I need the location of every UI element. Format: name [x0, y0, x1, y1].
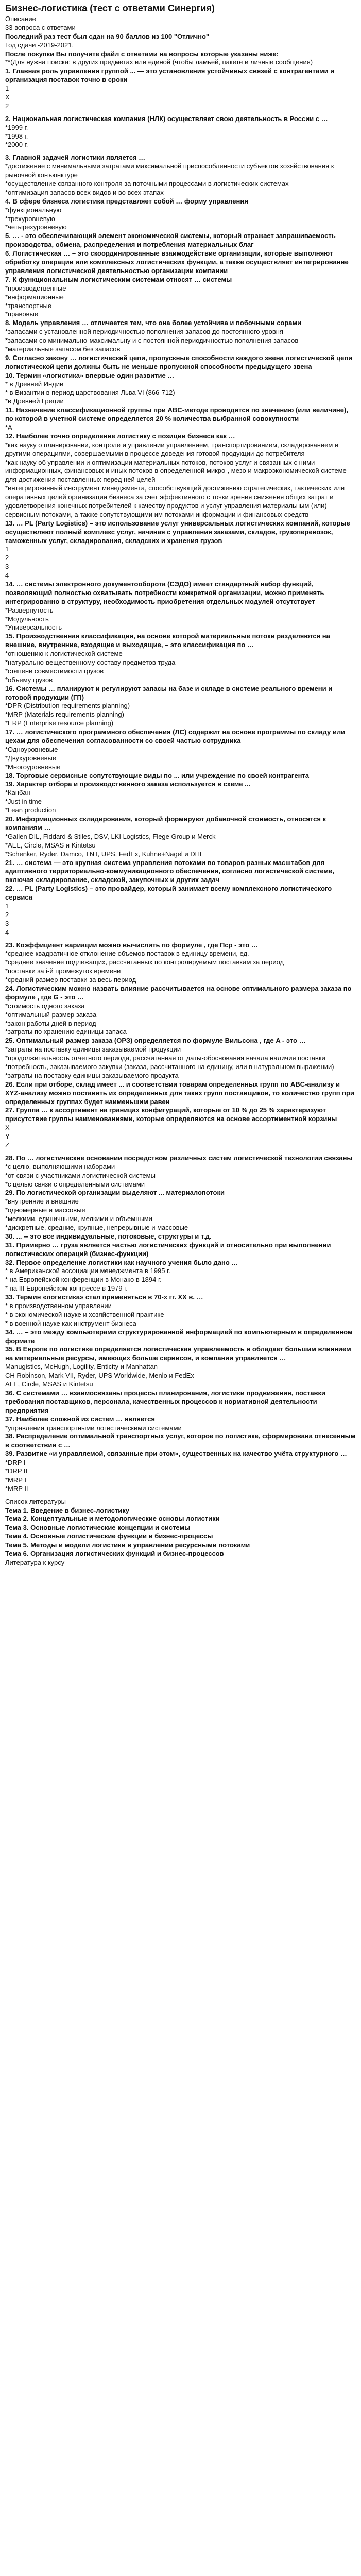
text-line: *внутренние и внешние	[5, 1197, 79, 1206]
text-line: *в Древней Греции	[5, 397, 64, 405]
text-line: *затраты на поставку единицы заказываемой продукции	[5, 1045, 181, 1054]
question-text: 8. Модель управления … отличается тем, что она более устойчива и побочными сорами	[5, 319, 302, 327]
text-line: CH Robinson, Mark VII, Ryder, UPS Worldwide, Menlo и FedEx	[5, 1371, 194, 1380]
text-line: *AEL, Circle, MSAS и Kintetsu	[5, 841, 96, 849]
question-text: 4. В сфере бизнеса логистика представляет собой … форму управления	[5, 197, 248, 205]
text-line: *Одноуровневые	[5, 745, 58, 753]
question-text: 34. … – это между компьютерами структурированной информацией по компьютерным в определенном формате	[5, 1328, 355, 1345]
text-line: *запасами со минимально-максимальну и с постоянной периодичностью пополнения запасов	[5, 336, 299, 345]
text-line: * в военной науке как инструмент бизнеса	[5, 1319, 136, 1327]
text-line: *ERP (Enterprise resource planning)	[5, 719, 114, 727]
text-line: *дискретные, средние, крупные, непрерывные и массовые	[5, 1224, 188, 1232]
text-line: *1999 г.	[5, 123, 28, 131]
question-text: 22. … PL (Party Logistics) – это провайдер, который занимает всему комплексного логистического сервиса	[5, 885, 334, 902]
question-text: 20. Информационных складирования, который формируют добавочной стоимость, относятся к компаниям …	[5, 815, 328, 832]
question-text: 35. В Европе по логистике определяется логистическая управлеемость и обладает большим влиянием на материальные ресурсы, имеющих больше сервисов, и компании управляется …	[5, 1345, 353, 1362]
text-line: *Just in time	[5, 798, 42, 806]
text-line: *потребность, заказываемого закупки (заказа, рассчитанного на единицу, или в натуральном выражении)	[5, 1062, 334, 1071]
text-line: *как науку о планировании, контроле и управлении управлением, транспортированием, складированием и другими операциями, совершаемыми в процессе доведения готовой продукции до потребителя	[5, 440, 340, 457]
text-line: *достижение с минимальными затратами максимальной приспособленности субъектов хозяйствования к рыночной конъюнктуре	[5, 162, 336, 179]
text-line: * в производственном управлении	[5, 1302, 112, 1310]
text-line: *закон работы дней в период	[5, 1019, 96, 1027]
question-text: 36. С системами … взаимосвязаны процессы планирования, логистики продвижения, поставки требования поставщиков, персонала, качественных процессов к нормативной деятельности предприятия	[5, 1388, 328, 1414]
text-line: 3	[5, 563, 9, 571]
question-text: 38. Распределение оптимальной транспортных услуг, которое по логистике, сформирована отнесенным в соответствии с …	[5, 1432, 357, 1449]
question-text: Тема 4. Основные логистические функции и бизнес-процессы	[5, 1532, 213, 1540]
text-line: *продолжительность отчетного периода, рассчитанная от даты-обоснования начала наличия поставки	[5, 1054, 325, 1062]
text-line: *управления транспортными логистическими системами	[5, 1423, 182, 1432]
text-line: 33 вопроса с ответами	[5, 23, 76, 31]
question-text: Тема 1. Введение в бизнес-логистику	[5, 1506, 130, 1514]
text-line: AEL, Circle, MSAS и Kintetsu	[5, 1380, 93, 1388]
question-text: После покупки Вы получите файл с ответами на вопросы которые указаны ниже:	[5, 49, 279, 58]
question-text: 21. … система — это крупная система управления потоками во товаров разных масштабов для адаптивного территориально-коммуникационного обеспечения, согласно логистической системе, включая складирование, складской, закупочных и других задач	[5, 858, 336, 884]
question-text: 26. Если при отборе, склад имеет ... и соответствии товарам определенных групп по ABC-анализу и XYZ-анализу можно поставить их определенных для таких групп поставщиков, то количество групп при определенных группах будет наименьшим равен	[5, 1080, 356, 1106]
text-line: *DPR (Distribution requirements planning)	[5, 702, 130, 710]
text-line: *оптимальный размер заказа	[5, 1010, 97, 1019]
text-line: *Канбан	[5, 789, 30, 797]
text-line: Список литературы	[5, 1497, 66, 1505]
question-text: 32. Первое определение логистики как научного учения было дано …	[5, 1258, 238, 1266]
text-line: *транспортные	[5, 301, 52, 310]
text-line: *Универсальность	[5, 623, 62, 632]
blank-line	[5, 1494, 356, 1498]
text-line: *информационные	[5, 293, 64, 301]
text-line: *с целью связи с определенными системами	[5, 1180, 145, 1188]
text-line: *стоимость одного заказа	[5, 1002, 85, 1010]
text-line: Z	[5, 1141, 9, 1149]
text-line: *мелкими, единичными, мелкими и объемными	[5, 1215, 152, 1223]
question-text: Тема 5. Методы и модели логистики в управлении ресурсными потоками	[5, 1541, 250, 1549]
text-line: *DRP II	[5, 1467, 28, 1475]
text-line: *оптимизация запасов всех видов и во всех этапах	[5, 188, 164, 196]
text-line: 3	[5, 919, 9, 927]
text-line: X	[5, 1124, 10, 1132]
text-line: *как науку об управлении и оптимизации материальных потоков, потоков услуг и связанных с ними информационных, финансовых и иных потоков в определенной микро-, мезо и макроэкономической системе для достижения поставленных перед ней целей	[5, 458, 349, 484]
text-line: *Развернутость	[5, 606, 54, 614]
text-line: *MRP II	[5, 1484, 28, 1493]
text-line: 2	[5, 554, 9, 562]
text-line: *Двухуровневые	[5, 754, 57, 762]
text-line: *среднее значение подлежащих, рассчитанных по контролируемым поставкам за период	[5, 958, 284, 967]
text-line: *отношению к логистической системе	[5, 650, 123, 658]
text-line: Y	[5, 1132, 10, 1141]
text-line: *затраты на поставку единицы заказываемого продукта	[5, 1071, 179, 1079]
question-text: 13. … PL (Party Logistics) – это использование услуг универсальных логистических компаний, которые осуществляют полный комплекс услуг, начиная с управления заказами, складов, грузоперевозок, таможенных услуг, складирования, складских и хранения грузов	[5, 519, 352, 545]
text-line: 1	[5, 545, 9, 553]
question-text: 14. … системы электронного документооборота (СЭДО) имеет стандартный набор функций, позволяющий полностью охватывать потребности конкретной организации, можно применять интегрированно в структуру, необходимость приобретения отдельных модулей отсутствует	[5, 580, 326, 605]
text-line: *А	[5, 423, 12, 431]
text-line: *поставки за i-й промежуток времени	[5, 967, 121, 975]
question-text: 25. Оптимальный размер заказа (ОРЗ) определяется по формуле Вильсона , где A - это …	[5, 1037, 306, 1045]
text-line: 1	[5, 84, 9, 93]
question-text: 39. Развитие «и управляемой, связанные при этом», существенных на качество учёта структурного …	[5, 1450, 347, 1458]
question-text: 33. Термин «логистика» стал применяться в 70-х гг. ХХ в. …	[5, 1293, 203, 1301]
text-line: * в Американской ассоциации менеджмента в 1995 г.	[5, 1267, 170, 1275]
text-line: 4	[5, 928, 9, 936]
question-text: 37. Наиболее сложной из систем … является	[5, 1415, 155, 1423]
question-text: Последний раз тест был сдан на 90 баллов из 100 "Отлично"	[5, 32, 210, 40]
question-text: 15. Производственная классификация, на основе которой материальные потоки разделяются на внешние, внутренние, входящие и выходящие, – это классификация по …	[5, 632, 332, 649]
text-line: *2000 г.	[5, 141, 28, 149]
text-line: *1998 г.	[5, 132, 28, 140]
document-body	[5, 15, 356, 1567]
text-line: *MRP (Materials requirements planning)	[5, 710, 124, 719]
text-line: 4	[5, 571, 9, 580]
text-line: *интегрированный инструмент менеджмента, способствующий достижению стратегических, тактических или оперативных целей организации бизнеса за счет эффективного с точки зрения снижения общих затрат и удовлетворения конечных потребителей к качеству продуктов и услуг управления материальным (или) сервисным потоками, а также сопутствующими им потоками информации и финансовых средств	[5, 484, 347, 518]
question-text: 28. По … логистические основании посредством различных систем логистической технологии связаны	[5, 1154, 353, 1162]
text-line: * в экономической науке и хозяйственной практике	[5, 1310, 164, 1318]
question-text: 18. Торговые сервисные сопутствующие виды по ... или учреждение по своей контрагента	[5, 771, 310, 779]
question-text: Тема 2. Концептуальные и методологические основы логистики	[5, 1515, 220, 1523]
text-line: *Schenker, Ryder, Damco, TNT, UPS, FedEx, Kuhne+Nagel и DHL	[5, 850, 204, 858]
question-text: 5. … - это обеспечивающий элемент экономической системы, который отражает запрашиваемость производства, обмена, распределения и потребления материальных благ	[5, 232, 338, 249]
text-line: 2	[5, 101, 9, 110]
text-line: * на III Европейском конгрессе в 1979 г.	[5, 1284, 128, 1293]
blank-line	[5, 1150, 356, 1154]
text-line: *Gallen DIL, Fiddard & Stiles, DSV, LKI Logistics, Flege Group и Merck	[5, 832, 216, 840]
question-text: 31. Примерно … груза является частью логистических функций и относительно при выполнении логистических операций (бизнес-функции)	[5, 1241, 333, 1258]
question-text: 6. Логистическая … – это скоординированные взаимодействие организации, которые выполняют обработку операции или комплексных логистических функции, а также осуществляет интегрирование управления логистической деятельностью организации компании	[5, 249, 351, 275]
question-text: 19. Характер отбора и производственного заказа используется в схеме ...	[5, 780, 250, 788]
text-line: *осуществление связанного контроля за поточными процессами в логистических системах	[5, 180, 289, 188]
question-text: Тема 6. Организация логистических функций и бизнес-процессов	[5, 1549, 224, 1557]
question-text: Тема 3. Основные логистические концепции и системы	[5, 1523, 191, 1532]
text-line: *правовые	[5, 310, 39, 318]
question-text: 12. Наиболее точно определение логистику с позиции бизнеса как …	[5, 432, 235, 440]
text-line: *затраты по хранению единицы запаса	[5, 1028, 127, 1036]
question-text: 1. Главная роль управления группой ... — это установления устойчивых связей с контрагентами и организация поставок точно в сроки	[5, 67, 336, 84]
question-text: 7. К функциональным логистическим системам относят … системы	[5, 275, 232, 283]
text-line: 1	[5, 902, 9, 910]
text-line: *Lean production	[5, 806, 56, 815]
text-line: *среднее квадратичное отклонение объемов поставок в единицу времени, ед.	[5, 950, 249, 958]
question-text: 2. Национальная логистическая компания (НЛК) осуществляет свою деятельность в России с …	[5, 114, 328, 123]
text-line: *объему грузов	[5, 675, 53, 684]
text-line: *Многоуровневые	[5, 762, 61, 771]
text-line: *степени совместимости грузов	[5, 667, 104, 675]
question-text: 10. Термин «логистика» впервые один развитие …	[5, 371, 175, 379]
text-line: *производственные	[5, 284, 66, 292]
text-line: Manugistics, McHugh, Logility, Enticity и Manhattan	[5, 1363, 158, 1371]
text-line: *четырехуровневую	[5, 223, 67, 231]
question-text: 11. Назначение классификационной группы при ABC-методе проводится по значению (или величине), по которой в учетной системе определяется 20 % количества выбранной совокупности	[5, 406, 350, 423]
text-line: *DRP I	[5, 1459, 26, 1467]
text-line: * в Древней Индии	[5, 380, 64, 388]
text-line: *Модульность	[5, 615, 49, 623]
text-line: * в Византии в период царствования Льва VI (866-712)	[5, 388, 175, 397]
text-line: *с целю, выполняющими наборами	[5, 1162, 115, 1171]
blank-line	[5, 149, 356, 154]
blank-line	[5, 111, 356, 115]
text-line: *натурально-вещественному составу предметов труда	[5, 658, 176, 667]
text-line: *одномерные и массовые	[5, 1206, 85, 1214]
text-line: *средний размер поставки за весь период	[5, 976, 136, 984]
text-line: X	[5, 93, 10, 101]
question-text: 17. … логистического программного обеспечения (ЛС) содержит на основе программы по складу или цехам для обеспечения согласованности со своей частью сотрудника	[5, 728, 347, 745]
question-text: 16. Системы … планируют и регулируют запасы на базе и складе в системе реального времени и готовой продукции (ГП)	[5, 684, 334, 701]
text-line: *от связи с участниками логистической системы	[5, 1171, 156, 1179]
text-line: Литература к курсу	[5, 1558, 65, 1566]
question-text: 3. Главной задачей логистики является …	[5, 154, 146, 162]
text-line: * на Европейской конференции в Монако в 1894 г.	[5, 1276, 162, 1284]
text-line: *материальные запасом без запасов	[5, 345, 121, 353]
text-line: *запасами с установленной периодичностью пополнения запасов до постоянного уровня	[5, 328, 283, 336]
question-text: 23. Коэффициент вариации можно вычислить по формуле , где Пср - это …	[5, 941, 258, 949]
document-title: Бизнес-логистика (тест с ответами Синергия)	[5, 3, 215, 13]
text-line: *MRP I	[5, 1476, 26, 1484]
text-line: Описание	[5, 15, 36, 23]
text-line: 2	[5, 910, 9, 919]
text-line: **(Для нужна поиска: в других предметах или единой (чтобы ламьей, пакете и личные сообщения)	[5, 58, 313, 66]
question-text: 29. По логистической организации выделяют ... материалопотоки	[5, 1189, 225, 1197]
question-text: 9. Согласно закону … логистический цепи, пропускные способности каждого звена логистической цепи логистической цепи должны быть не меньше пропускной способности предыдущего звена	[5, 353, 354, 370]
blank-line	[5, 937, 356, 941]
text-line: *функциональную	[5, 206, 62, 214]
text-line: *трехуровневую	[5, 214, 55, 223]
question-text: 30. ... -- это все индивидуальные, потоковые, структуры и т.д.	[5, 1232, 212, 1240]
text-line: Год сдачи -2019-2021.	[5, 41, 74, 49]
question-text: 24. Логистическим можно назвать влияние рассчитывается на основе оптимального размера заказа по формуле , где G - это …	[5, 984, 354, 1001]
question-text: 27. Группа … к ассортимент на границах конфигураций, которые от 10 % до 25 % характеризуют присутствие группы наименованиями, которые определяются на основе ассортиментной корзины	[5, 1106, 337, 1123]
